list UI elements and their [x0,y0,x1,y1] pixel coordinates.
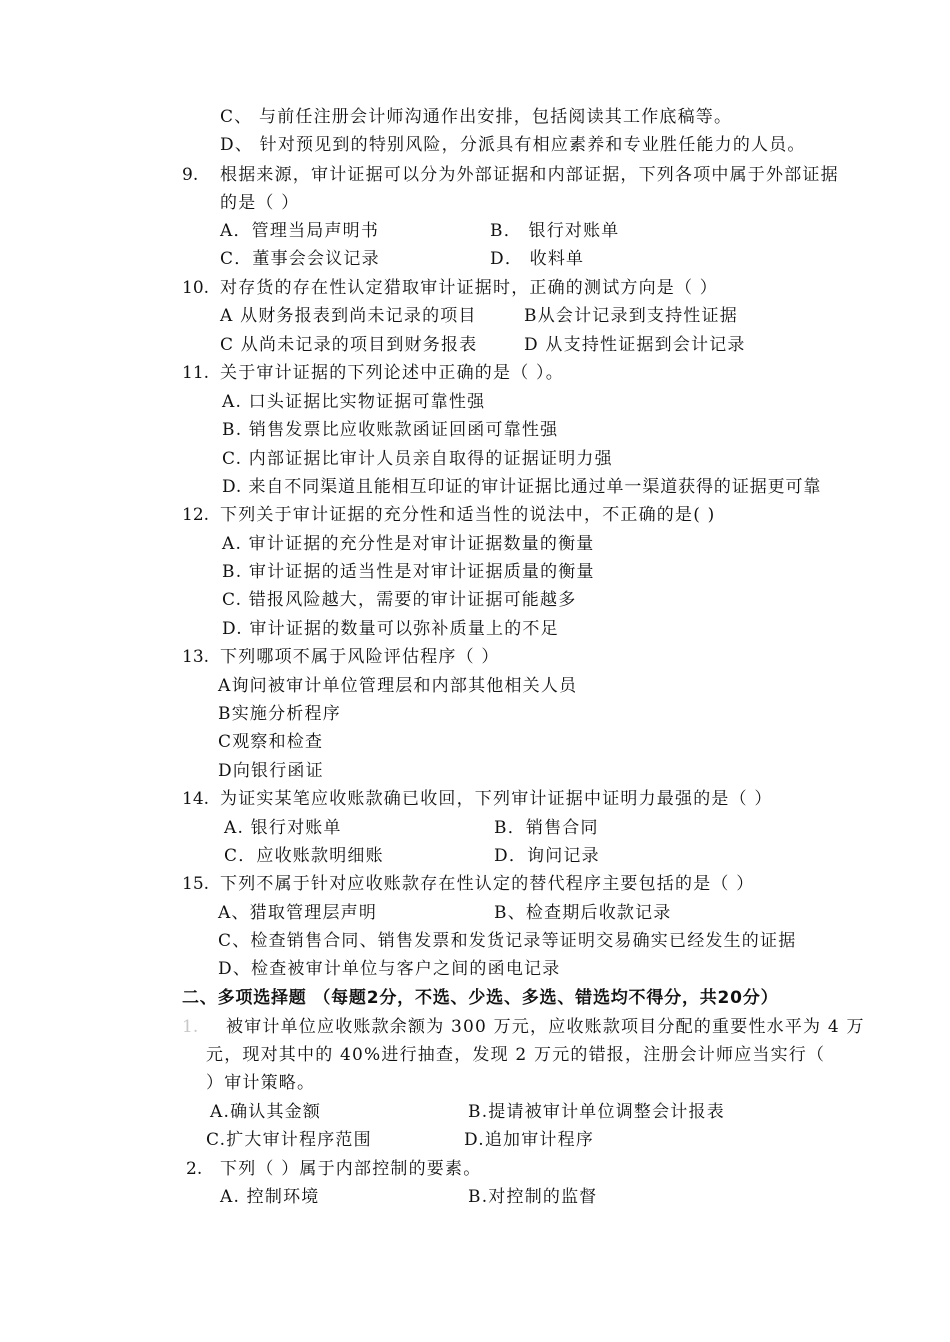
question-stem: 为证实某笔应收账款确已收回，下列审计证据中证明力最强的是（ ） [220,789,773,809]
option-c: C 从尚未记录的项目到财务报表 [220,335,478,355]
question-number: 13. [182,647,210,667]
question-stem-continued: ）审计策略。 [206,1073,316,1093]
option-a: A. 银行对账单 [224,818,342,838]
section-heading: 二、多项选择题 （每题2分，不选、少选、多选、错选均不得分，共20分） [182,988,779,1008]
question-stem: 下列关于审计证据的充分性和适当性的说法中，不正确的是( ) [220,505,716,525]
question-number: 14. [182,789,210,809]
option-b: B.提请被审计单位调整会计报表 [468,1102,725,1122]
option-c: C.扩大审计程序范围 [206,1130,372,1150]
option-c: C. 内部证据比审计人员亲自取得的证据证明力强 [222,449,613,469]
question-stem: 根据来源，审计证据可以分为外部证据和内部证据，下列各项中属于外部证据 [220,165,839,185]
option-b: B从会计记录到支持性证据 [524,306,738,326]
option-b: B． 银行对账单 [490,221,620,241]
option-d: D 从支持性证据到会计记录 [524,335,746,355]
question-stem: 被审计单位应收账款余额为 300 万元，应收账款项目分配的重要性水平为 4 万 [226,1017,865,1037]
option-d: D． 收料单 [490,249,585,269]
option-a: A、猎取管理层声明 [218,903,378,923]
question-number: 2. [186,1159,203,1179]
question-stem: 对存货的存在性认定猎取审计证据时，正确的测试方向是（ ） [220,278,719,298]
option-c: C观察和检查 [218,732,324,752]
option-d: D.追加审计程序 [464,1130,595,1150]
option-c: C、检查销售合同、销售发票和发货记录等证明交易确实已经发生的证据 [218,931,797,951]
option-a: A．管理当局声明书 [220,221,380,241]
option-a: A. 审计证据的充分性是对审计证据数量的衡量 [222,534,595,554]
option-b: B．销售合同 [494,818,599,838]
question-number: 10. [182,278,210,298]
option-c: C．董事会会议记录 [220,249,380,269]
option-b: B.对控制的监督 [468,1187,598,1207]
option-d: D. 审计证据的数量可以弥补质量上的不足 [222,619,559,639]
option-b: B. 审计证据的适当性是对审计证据质量的衡量 [222,562,595,582]
option-c: C、 与前任注册会计师沟通作出安排，包括阅读其工作底稿等。 [220,107,733,127]
option-a: A. 口头证据比实物证据可靠性强 [222,392,486,412]
option-d: D、检查被审计单位与客户之间的函电记录 [218,959,561,979]
question-stem: 下列不属于针对应收账款存在性认定的替代程序主要包括的是（ ） [220,874,755,894]
question-stem-continued: 元，现对其中的 40%进行抽查，发现 2 万元的错报，注册会计师应当实行（ [206,1045,826,1065]
option-d: D、 针对预见到的特别风险，分派具有相应素养和专业胜任能力的人员。 [220,135,806,155]
option-a: A 从财务报表到尚未记录的项目 [220,306,477,326]
option-d: D向银行函证 [218,761,324,781]
option-d: D．询问记录 [494,846,600,866]
option-a: A. 控制环境 [220,1187,320,1207]
option-d: D. 来自不同渠道且能相互印证的审计证据比通过单一渠道获得的证据更可靠 [222,477,822,497]
question-stem: 关于审计证据的下列论述中正确的是（ ）。 [220,363,564,383]
option-c: C．应收账款明细账 [224,846,384,866]
option-a: A询问被审计单位管理层和内部其他相关人员 [218,676,578,696]
option-c: C. 错报风险越大，需要的审计证据可能越多 [222,590,577,610]
question-stem-continued: 的是（ ） [220,193,300,213]
question-number: 1. [182,1017,199,1037]
option-a: A.确认其金额 [210,1102,322,1122]
question-number: 11. [182,363,210,383]
question-number: 15. [182,874,210,894]
question-number: 9. [182,165,199,185]
option-b: B实施分析程序 [218,704,341,724]
question-stem: 下列哪项不属于风险评估程序（ ） [220,647,500,667]
question-stem: 下列（ ）属于内部控制的要素。 [220,1159,482,1179]
option-b: B、检查期后收款记录 [494,903,672,923]
question-number: 12. [182,505,210,525]
option-b: B. 销售发票比应收账款函证回函可靠性强 [222,420,559,440]
